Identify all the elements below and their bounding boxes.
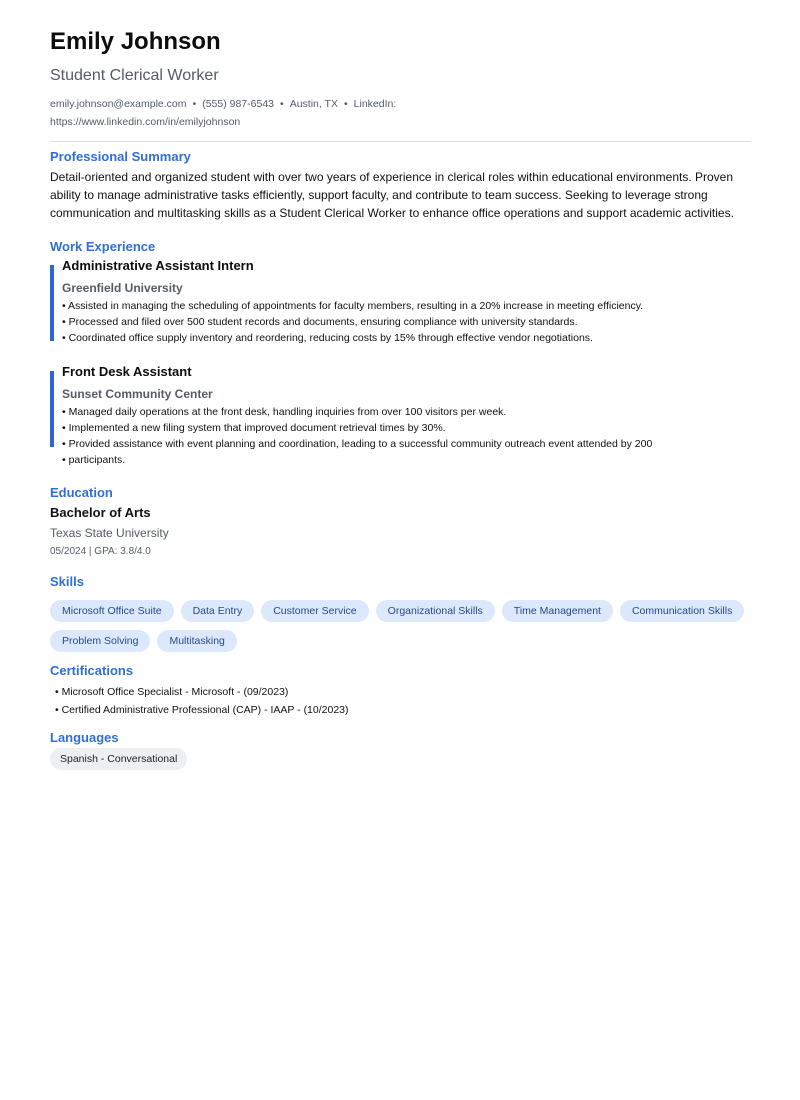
- header-divider: [50, 141, 751, 142]
- skill-tag: Time Management: [502, 600, 613, 622]
- skill-tag: Customer Service: [261, 600, 368, 622]
- job-organization: Sunset Community Center: [62, 387, 213, 401]
- job-bullet: • Implemented a new filing system that improved document retrieval times by 30%.: [62, 420, 751, 436]
- job-bullet: • participants.: [62, 452, 751, 468]
- skill-tag: Microsoft Office Suite: [50, 600, 174, 622]
- skill-tag: Communication Skills: [620, 600, 744, 622]
- skill-tag: Multitasking: [157, 630, 236, 652]
- skill-tag: Data Entry: [181, 600, 255, 622]
- job-accent-bar: [50, 265, 54, 341]
- contact-line: [50, 95, 410, 131]
- education-meta: 05/2024 | GPA: 3.8/4.0: [50, 546, 151, 557]
- education-degree: Bachelor of Arts: [50, 505, 151, 520]
- job-bullet: • Processed and filed over 500 student records and documents, ensuring compliance with university standards.: [62, 314, 751, 330]
- education-school: Texas State University: [50, 526, 169, 540]
- skill-tag: Problem Solving: [50, 630, 150, 652]
- skill-tag: Organizational Skills: [376, 600, 495, 622]
- job-entry: [50, 258, 751, 346]
- separator: •: [192, 98, 197, 110]
- job-bullet: • Managed daily operations at the front desk, handling inquiries from over 100 visitors per week.: [62, 404, 751, 420]
- job-title-heading: Student Clerical Worker: [50, 67, 219, 84]
- job-bullets: [62, 298, 751, 346]
- job-bullet: • Coordinated office supply inventory and reordering, reducing costs by 15% through effective vendor negotiations.: [62, 330, 751, 346]
- job-bullet: • Assisted in managing the scheduling of appointments for faculty members, resulting in a 20% increase in meeting efficiency.: [62, 298, 751, 314]
- email-link[interactable]: emily.johnson@example.com: [50, 98, 187, 110]
- certifications-heading: Certifications: [50, 663, 134, 678]
- certifications-list: [55, 683, 751, 719]
- skills-heading: Skills: [50, 574, 84, 589]
- experience-heading: Work Experience: [50, 239, 156, 254]
- linkedin-link[interactable]: https://www.linkedin.com/in/emilyjohnson: [50, 116, 241, 128]
- phone-number: (555) 987-6543: [202, 98, 275, 110]
- education-heading: Education: [50, 485, 113, 500]
- languages-heading: Languages: [50, 730, 119, 745]
- location: Austin, TX: [289, 98, 338, 110]
- job-bullets: [62, 404, 751, 468]
- separator: •: [343, 98, 348, 110]
- job-accent-bar: [50, 371, 54, 447]
- language-tag: Spanish - Conversational: [50, 748, 187, 770]
- certification-item: • Microsoft Office Specialist - Microsoft - (09/2023): [55, 683, 751, 701]
- skills-list: [50, 600, 751, 652]
- separator: •: [280, 98, 284, 110]
- summary-text: Detail-oriented and organized student with over two years of experience in clerical roles within educational environments. Proven ability to manage administrative tasks efficiently, support faculty, and contribute to team success. Seeking to leverage strong communication and multitasking skills as a Student Clerical Worker to enhance office operations and support academic activities.: [50, 170, 734, 220]
- linkedin-label: LinkedIn:: [353, 98, 397, 110]
- summary-heading: Professional Summary: [50, 149, 191, 164]
- job-title: Administrative Assistant Intern: [62, 258, 254, 273]
- candidate-name: Emily Johnson: [50, 28, 221, 55]
- job-bullet: • Provided assistance with event planning and coordination, leading to a successful community outreach event attended by 200: [62, 436, 751, 452]
- certification-item: • Certified Administrative Professional (CAP) - IAAP - (10/2023): [55, 701, 751, 719]
- job-entry: [50, 364, 751, 468]
- resume-page: [50, 28, 751, 770]
- job-organization: Greenfield University: [62, 281, 183, 295]
- job-title: Front Desk Assistant: [62, 364, 192, 379]
